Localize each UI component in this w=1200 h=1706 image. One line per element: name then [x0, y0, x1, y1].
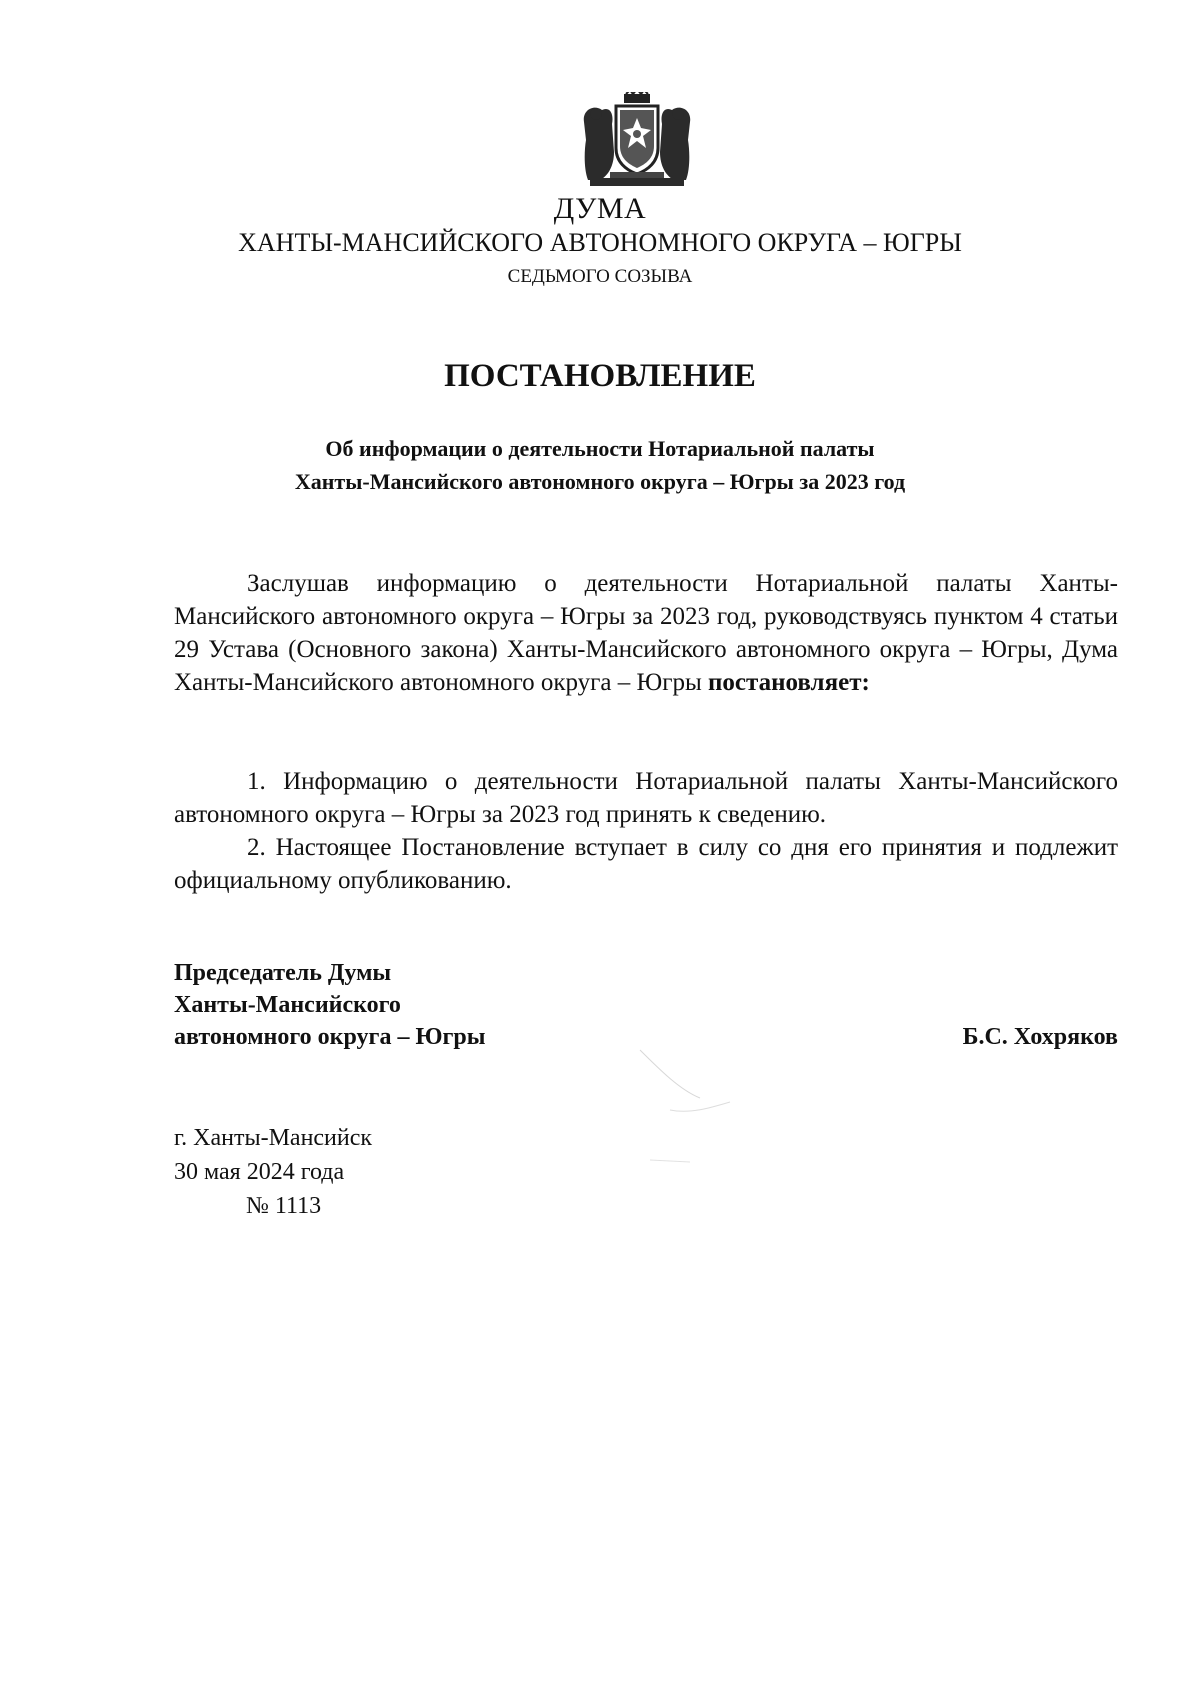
registration-number: № 1113	[246, 1193, 322, 1219]
document-type-title: ПОСТАНОВЛЕНИЕ	[444, 358, 756, 394]
resolution-item-1: 1. Информацию о деятельности Нотариальной палаты Ханты-Мансийского автономного округа – Югры за 2023 год принять к сведению.	[174, 768, 1118, 828]
signatory-name: Б.С. Хохряков	[962, 1024, 1118, 1050]
preamble-paragraph	[174, 567, 1118, 699]
okrug-name: ХАНТЫ-МАНСИЙСКОГО АВТОНОМНОГО ОКРУГА – ЮГРЫ	[238, 228, 962, 257]
place: г. Ханты-Мансийск	[174, 1125, 373, 1151]
date: 30 мая 2024 года	[174, 1159, 345, 1185]
organization-name: ДУМА	[553, 192, 647, 225]
signatory-title-line-3: автономного округа – Югры	[174, 1024, 486, 1050]
subject-line-1: Об информации о деятельности Нотариальной палаты	[325, 436, 875, 461]
signatory-title-line-2: Ханты-Мансийского	[174, 992, 401, 1018]
coat-of-arms-icon	[580, 92, 694, 190]
subject-line-2: Ханты-Мансийского автономного округа – Югры за 2023 год	[294, 469, 906, 494]
convocation: СЕДЬМОГО СОЗЫВА	[507, 266, 693, 287]
resolution-item-2: 2. Настоящее Постановление вступает в силу со дня его принятия и подлежит официальному опубликованию.	[174, 834, 1118, 894]
signatory-title-line-1: Председатель Думы	[174, 960, 392, 986]
signatory-title	[174, 957, 485, 1053]
resolves-word: постановляет:	[708, 669, 870, 696]
faint-stamp-trace	[630, 990, 760, 1170]
place-and-date	[174, 1121, 372, 1189]
preamble-text: Заслушав информацию о деятельности Нотариальной палаты Ханты-Мансийского автономного округа – Югры за 2023 год, руководствуясь пунктом 4 статьи 29 Устава (Основного закона) Ханты-Мансийского автономного округа – Югры, Дума Ханты-Мансийского автономного округа – Югры	[174, 570, 1118, 696]
